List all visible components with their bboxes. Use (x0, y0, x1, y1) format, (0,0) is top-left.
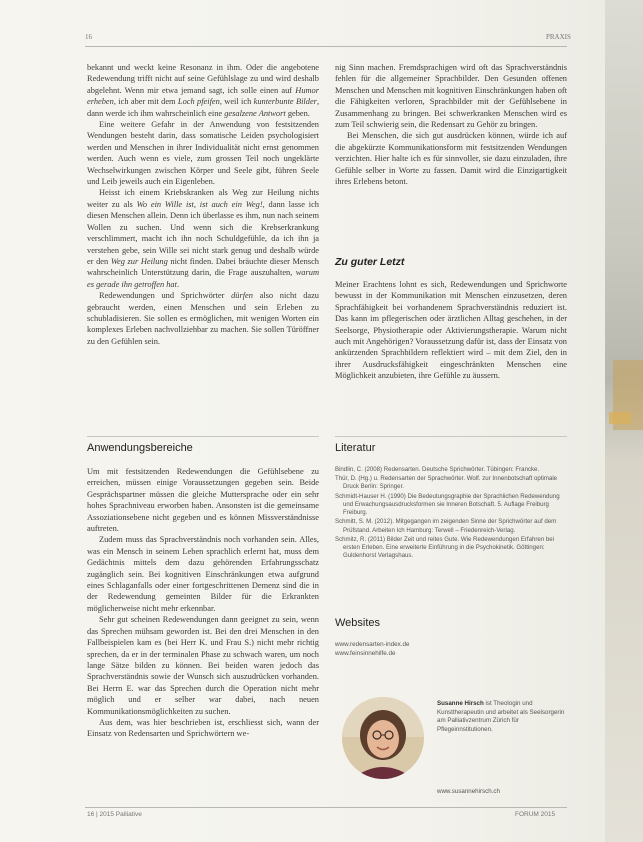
reference-item: Bindlin, C. (2008) Redensarten. Deutsche Sprichwörter. Tübingen: Francke. (335, 466, 540, 473)
section-heading-literatur: Literatur (335, 442, 376, 454)
article-column-top-left (87, 62, 319, 347)
paragraph: Bei Menschen, die sich gut ausdrücken können, würde ich auf die abgekürzte Kommunikationsform mit festsitzenden Wendungen verzichten. Hier halte ich es für sinnvoller, sie dazu einzuladen, ihre Gefühle selber in Worte zu fassen. Damit wird die Einzigartigkeit ihres Erlebens betont. (335, 131, 567, 187)
adjacent-page-tab (609, 412, 631, 424)
paragraph: Heisst ich einem Kriebskranken als Weg zur Heilung nichts weiter zu als Wo ein Wille ist, ist auch ein Weg!, dann lasse ich diesen Menschen allein. Denn ich überlasse es ihm, nun nach seinem Wollen zu suchen. Und wenn sich die Krebserkrankung verschlimmert, macht ich ihn noch Schuldgefühle, da ich ihn ja verstehen gebe, sein Wille sei nicht stark genug und deshalb würde er den Weg zur Heilung nicht finden. Dabei bräuchte dieser Mensch wahrscheinlich Unterstützung darin, die Frage auszuhalten, warum es gerade ihn getroffen hat. (87, 188, 319, 289)
paragraph: Sehr gut scheinen Redewendungen dann geeignet zu sein, wenn das Sprechen mühsam geworden ist. Bei den drei Menschen in den Fallbeispielen kam es (bei Herr K. und Frau S.) nicht mehr richtig sprechen, da er in der terminalen Phase zu schwach waren, um noch lange Sätze bilden zu können. Bei beiden waren jedoch das Sprachverständnis sowie der Wunsch sich auszudrücken vorhanden. Bei Herrn E. war das Sprechen durch die Operation nicht mehr möglich und er selber war dabei, nach neuen Kommunikationsmöglichkeiten zu suchen. (87, 615, 319, 716)
reference-item: Thür, D. (Hg.) u. Redensarten der Sprachwörter. Wolf. zur Innenbotschaft optimale Druck Berlin: Springer. (335, 475, 558, 491)
section-heading-anwendungsbereiche: Anwendungsbereiche (87, 442, 193, 454)
author-bio: Susanne Hirsch ist Theologin und Kunsttherapeutin und arbeitet als Seelsorgerin am Palliativzentrum Zürich für Pflegeinnstitutionen. (437, 700, 565, 733)
footer-right: FORUM 2015 (515, 811, 556, 818)
paragraph: Redewendungen und Sprichwörter dürfen also nicht dazu gebraucht werden, einen Menschen und sein Erleben zu schubladisieren. Sie sollen es ermöglichen, mit wenigen Worten ein komplexes Erleben nachvollziehbar zu machen. Sie sollen Türöffner zu den Gefühlen sein. (87, 291, 319, 346)
section-divider (335, 436, 567, 437)
author-website-link[interactable]: www.susannehirsch.ch (437, 788, 500, 795)
website-list (335, 640, 535, 658)
paragraph: bekannt und weckt keine Resonanz in ihm. Oder die angebotene Redewendung trifft nicht auf seine Gefühlslage zu und wird deshalb abgelehnt. Wenn mir etwa jemand sagt, ich solle einen auf Humor erheben, ich aber mit dem Loch pfeifen, weil ich kunterbunte Bilder, dann werde ich ihm wahrscheinlich eine gesalzene Antwort geben. (87, 63, 320, 118)
section-text-anwendungsbereiche (87, 466, 319, 740)
paragraph: Eine weitere Gefahr in der Anwendung von festsitzenden Wendungen besteht darin, dass somatische Leiden psychologisiert werden und Menschen in ihrer Individualität nicht ernst genommen werden. Auch wenn es viele, zum grossen Teil noch ungeklärte Wechselwirkungen zwischen Körper und Seele gibt, führen Seele und Leib jeweils auch ein Eigenleben. (87, 120, 319, 187)
reference-list (335, 466, 567, 562)
reference-item: Schmitt, S. M. (2012). Mitgegangen im zeigenden Sinne der Sprichwörter auf dem Prüfstand. Arbeiten Ich Hamburg: Terwell – Friedenreich-Verlag. (335, 518, 557, 534)
footer-left: 16 | 2015 Palliative (87, 811, 142, 818)
paragraph: Um mit festsitzenden Redewendungen die Gefühlsebene zu erreichen, müssen einige Voraussetzungen gegeben sein. Beide Gesprächspartner müssen die gleiche Muttersprache oder ein sehr hohes Sprachniveau erworben haben. Ansonsten ist die gemeinsame Assoziationsebene nicht gegeben und es können Missverständnisse auftreten. (87, 467, 319, 534)
section-text-zu-guter-letzt (335, 279, 567, 382)
article-column-top-right (335, 62, 567, 187)
section-heading-websites: Websites (335, 617, 381, 629)
website-link[interactable]: www.redensarten-index.de (335, 641, 410, 648)
page-number: 16 (85, 33, 92, 41)
header-rule (85, 46, 567, 47)
paragraph: Meiner Erachtens lohnt es sich, Redewendungen und Sprichworte bewusst in der Kommunikation mit Menschen einzusetzen, deren Sprachfähigkeit bei vorhandenem Sprachverständnis reduziert ist. Das kann im pflegerischen oder ärztlichen Alltag geschehen, in der Seelsorge, Physiotherapie oder Aktivierungstherapie. Warum nicht auch mit Angehörigen? Voraussetzung dafür ist, dass der Einsatz von ankürzenden Sprachbildern reflektiert wird – mit dem Ziel, den in ihrer Ausdrucksfähigkeit eingeschränkten Menschen eine Möglichkeit anzubieten, ihre Gefühle zu äussern. (335, 280, 567, 381)
author-name: Susanne Hirsch (437, 700, 484, 707)
paragraph: nig Sinn machen. Fremdsprachigen wird oft das Sprachverständnis fehlen für die allgemeiner Sprachbilder. Den Gesunden offenen Menschen und Menschen mit kognitiven Einschränkungen haben oft die Fähigkeiten verloren, Sprachbilder mit der Gefühlsebene in Zusammenhang zu bringen. Bei schwerkranken Menschen wird es zum Teil schwierig sein, die Redensart zu Gehör zu bringen. (335, 63, 567, 130)
footer-rule (85, 807, 567, 808)
page-header-label: PRAXIS (546, 33, 571, 41)
reference-item: Schmidt-Hauser H. (1990) Die Bedeutungsgraphie der Sprachlichen Redewendung und Erwachungsausdrucksformen sie Inneren Botschaft. 5. Auflage Freiburg Freiburg. (335, 492, 560, 517)
website-link[interactable]: www.feinsinnehilfe.de (335, 650, 396, 657)
paragraph: Aus dem, was hier beschrieben ist, erschliesst sich, wann der Einsatz von Redensarten und Sprichwörtern we- (87, 717, 319, 739)
section-heading-zu-guter-letzt: Zu guter Letzt (335, 256, 405, 268)
section-divider (87, 436, 319, 437)
paragraph: Zudem muss das Sprachverständnis noch vorhanden sein. Alles, was ein Mensch in seinem Leben sprachlich erlernt hat, muss dem Gedächtnis mittels dem dazu gehörenden Erfahrungsschatz zugänglich sein. Bei kognitiven Einschränkungen etwa aufgrund eines Schlaganfalls oder einer fortgeschrittenen Demenz sind die in der Redewendung gemeinten Bilder für die Erkrankten möglicherweise nicht mehr erkennbar. (87, 535, 319, 613)
reference-item: Schmitz, R. (2011) Bilder Zeit und reites Gute. Wie Redewendungen Erfahren bei ersten Erleben. Eine erweiterte Einführung in die Psychokinetik. Göttingen: Guldenhorst Verlagshaus. (335, 535, 555, 560)
author-photo (342, 697, 424, 779)
